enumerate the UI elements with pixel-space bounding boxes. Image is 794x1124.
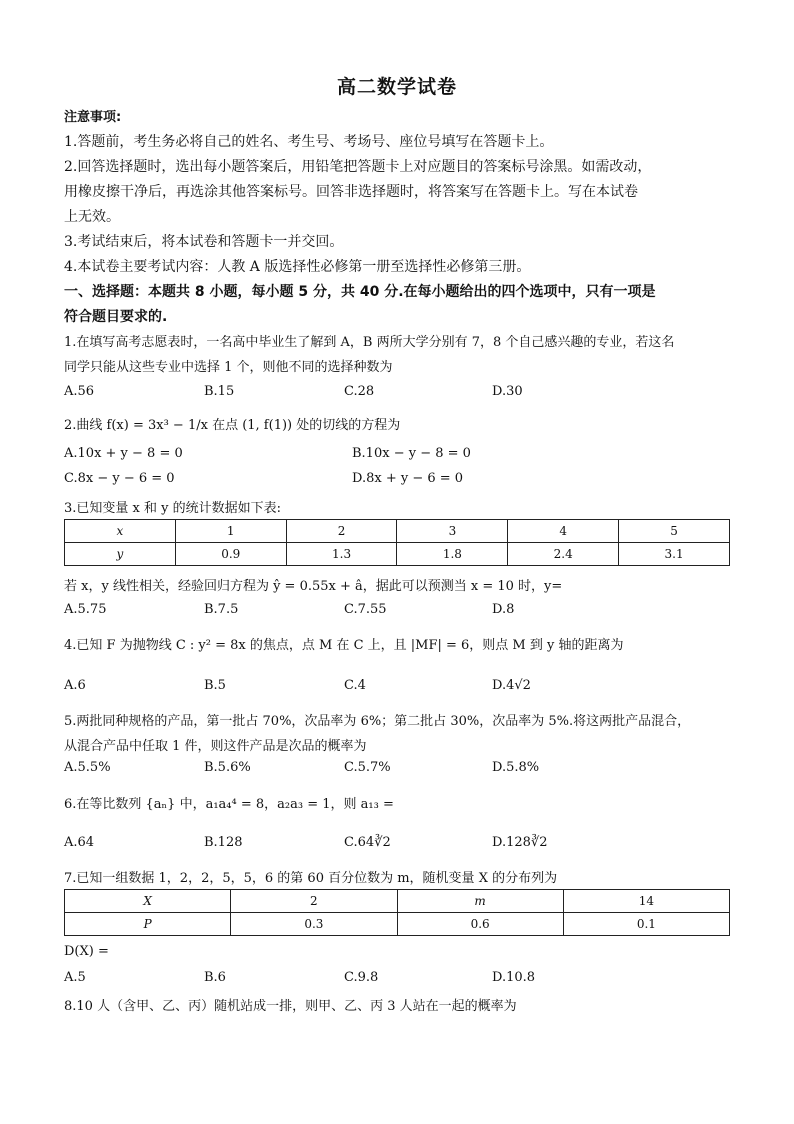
table-cell: 3: [397, 520, 508, 543]
option-c: C.28: [344, 384, 375, 399]
question-2-options-row2: [64, 471, 744, 489]
option-b: B.128: [204, 835, 243, 850]
option-a: A.64: [64, 835, 95, 850]
question-6-options: [64, 835, 744, 853]
question-4-options: [64, 678, 744, 696]
question-3-table: [64, 519, 730, 566]
question-1-stem: 1.在填写高考志愿表时，一名高中毕业生了解到 A，B 两所大学分别有 7，8 个自己感兴趣的专业，若这名: [64, 335, 675, 350]
option-d: D.5.8%: [492, 760, 540, 775]
table-cell: x: [65, 520, 176, 543]
table-row: [65, 543, 730, 566]
page-title: 高二数学试卷: [336, 76, 457, 98]
option-a: A.6: [64, 678, 86, 693]
table-cell: 4: [508, 520, 619, 543]
option-c: C.9.8: [344, 970, 379, 985]
option-b: B.6: [204, 970, 226, 985]
table-row: [65, 890, 730, 913]
notice-item-1: 1.答题前，考生务必将自己的姓名、考生号、考场号、座位号填写在答题卡上。: [64, 134, 554, 150]
question-1-options: [64, 384, 744, 402]
question-7-stem: 7.已知一组数据 1，2，2，5，5，6 的第 60 百分位数为 m，随机变量 X 的分布列为: [64, 871, 558, 886]
option-a: A.5: [64, 970, 86, 985]
question-7-table: [64, 889, 730, 936]
question-3-stem-cont: 若 x，y 线性相关，经验回归方程为 ŷ = 0.55x + â，据此可以预测当 x = 10 时，y=: [64, 579, 563, 594]
table-cell: 0.6: [397, 913, 563, 936]
table-row: [65, 520, 730, 543]
question-1-stem-cont: 同学只能从这些专业中选择 1 个，则他不同的选择种数为: [64, 360, 393, 375]
option-a: A.56: [64, 384, 95, 399]
notice-item-4: 4.本试卷主要考试内容：人教 A 版选择性必修第一册至选择性必修第三册。: [64, 259, 531, 275]
option-a: A.10x + y − 8 = 0: [64, 446, 183, 461]
option-b: B.5: [204, 678, 226, 693]
table-cell: 1.8: [397, 543, 508, 566]
table-cell: m: [397, 890, 563, 913]
table-cell: 0.1: [563, 913, 729, 936]
option-c: C.7.55: [344, 602, 387, 617]
question-5-options: [64, 760, 744, 778]
notice-item-2-end: 上无效。: [64, 209, 120, 225]
question-2-stem: 2.曲线 f(x) = 3x³ − 1/x 在点 (1, f(1)) 处的切线的方程为: [64, 418, 401, 433]
question-4-stem: 4.已知 F 为抛物线 C : y² = 8x 的焦点，点 M 在 C 上，且 |MF| = 6，则点 M 到 y 轴的距离为: [64, 638, 624, 653]
question-6-stem: 6.在等比数列 {aₙ} 中，a₁a₄⁴ = 8，a₂a₃ = 1，则 a₁₃ =: [64, 797, 394, 812]
table-cell: 2.4: [508, 543, 619, 566]
option-d: D.10.8: [492, 970, 536, 985]
table-cell: 0.9: [175, 543, 286, 566]
question-7-stem-cont: D(X) =: [64, 944, 109, 959]
option-b: B.7.5: [204, 602, 239, 617]
question-5-stem-cont: 从混合产品中任取 1 件，则这件产品是次品的概率为: [64, 739, 367, 754]
table-cell: y: [65, 543, 176, 566]
table-cell: 5: [619, 520, 730, 543]
option-b: B.10x − y − 8 = 0: [352, 446, 471, 461]
notice-item-2: 2.回答选择题时，选出每小题答案后，用铅笔把答题卡上对应题目的答案标号涂黑。如需改动，: [64, 159, 652, 175]
option-d: D.8: [492, 602, 515, 617]
option-c: C.64∛2: [344, 835, 391, 850]
question-3-stem: 3.已知变量 x 和 y 的统计数据如下表:: [64, 501, 281, 516]
option-d: D.4√2: [492, 678, 531, 693]
option-c: C.8x − y − 6 = 0: [64, 471, 175, 486]
notice-heading: 注意事项:: [64, 110, 122, 125]
option-a: A.5.75: [64, 602, 107, 617]
section-heading-cont: 符合题目要求的.: [64, 309, 168, 325]
table-cell: 2: [286, 520, 397, 543]
table-cell: 1: [175, 520, 286, 543]
option-d: D.30: [492, 384, 523, 399]
notice-item-3: 3.考试结束后，将本试卷和答题卡一并交回。: [64, 234, 344, 250]
table-row: [65, 913, 730, 936]
option-a: A.5.5%: [64, 760, 111, 775]
table-cell: 2: [231, 890, 397, 913]
table-cell: 0.3: [231, 913, 397, 936]
question-3-options: [64, 602, 744, 620]
option-b: B.15: [204, 384, 235, 399]
option-d: D.8x + y − 6 = 0: [352, 471, 464, 486]
table-cell: 1.3: [286, 543, 397, 566]
table-cell: 14: [563, 890, 729, 913]
question-5-stem: 5.两批同种规格的产品，第一批占 70%，次品率为 6%；第二批占 30%，次品率为 5%.将这两批产品混合，: [64, 714, 691, 729]
question-2-options-row1: [64, 446, 744, 464]
question-7-options: [64, 970, 744, 988]
option-c: C.4: [344, 678, 366, 693]
option-d: D.128∛2: [492, 835, 548, 850]
table-cell: P: [65, 913, 231, 936]
option-c: C.5.7%: [344, 760, 391, 775]
option-b: B.5.6%: [204, 760, 251, 775]
table-cell: 3.1: [619, 543, 730, 566]
section-heading: 一、选择题：本题共 8 小题，每小题 5 分，共 40 分.在每小题给出的四个选项中，只有一项是: [64, 284, 656, 300]
table-cell: X: [65, 890, 231, 913]
notice-item-2-cont: 用橡皮擦干净后，再选涂其他答案标号。回答非选择题时，将答案写在答题卡上。写在本试卷: [64, 184, 638, 200]
question-8-stem: 8.10 人（含甲、乙、丙）随机站成一排，则甲、乙、丙 3 人站在一起的概率为: [64, 999, 517, 1014]
